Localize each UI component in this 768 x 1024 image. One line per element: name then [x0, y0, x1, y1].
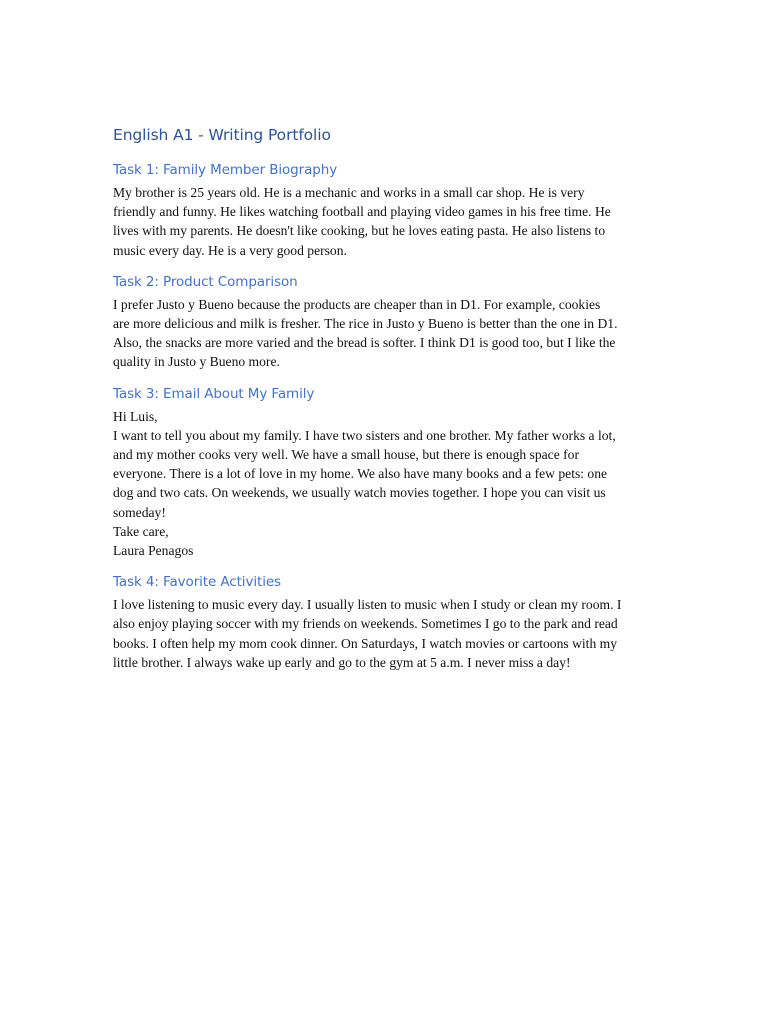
paragraph-line: someday! — [113, 504, 166, 520]
document-content — [113, 124, 661, 684]
paragraph-line: I love listening to music every day. I usually listen to music when I study or clean my room. I — [113, 597, 622, 613]
paragraph-line: My brother is 25 years old. He is a mechanic and works in a small car shop. He is very — [113, 185, 585, 200]
task-3-body — [113, 407, 661, 561]
task-1-body — [113, 183, 661, 260]
paragraph-line: music every day. He is a very good person. — [113, 242, 347, 258]
paragraph-line: I want to tell you about my family. I have two sisters and one brother. My father works a lot, — [113, 427, 616, 443]
email-greeting: Hi Luis, — [113, 408, 158, 424]
task-3-heading: Task 3: Email About My Family — [113, 385, 315, 402]
paragraph-line: dog and two cats. On weekends, we usually watch movies together. I hope you can visit us — [113, 485, 606, 501]
task-4-section — [113, 572, 661, 672]
paragraph-line: and my mother cooks very well. We have a small house, but there is enough space for — [113, 447, 579, 463]
email-signature: Laura Penagos — [113, 543, 194, 559]
paragraph-line: Also, the snacks are more varied and the bread is softer. I think D1 is good too, but I like the — [113, 335, 616, 351]
task-1-heading: Task 1: Family Member Biography — [113, 162, 338, 178]
task-4-heading: Task 4: Favorite Activities — [113, 574, 281, 591]
paragraph-line: lives with my parents. He doesn't like cooking, but he loves eating pasta. He also listens to — [113, 223, 606, 239]
paragraph-line: I prefer Justo y Bueno because the products are cheaper than in D1. For example, cookies — [113, 296, 601, 312]
task-2-heading: Task 2: Product Comparison — [113, 273, 298, 290]
paragraph-line: also enjoy playing soccer with my friends on weekends. Sometimes I go to the park and read — [113, 616, 618, 632]
task-2-body — [113, 295, 661, 372]
task-1-section — [113, 160, 661, 260]
paragraph-line: friendly and funny. He likes watching football and playing video games in his free time. He — [113, 204, 611, 220]
paragraph-line: are more delicious and milk is fresher. The rice in Justo y Bueno is better than the one in D1. — [113, 316, 618, 332]
paragraph-line: little brother. I always wake up early and go to the gym at 5 a.m. I never miss a day! — [113, 654, 571, 670]
task-4-body — [113, 595, 661, 672]
paragraph-line: everyone. There is a lot of love in my home. We also have many books and a few pets: one — [113, 466, 608, 482]
paragraph-line: books. I often help my mom cook dinner. On Saturdays, I watch movies or cartoons with my — [113, 635, 618, 651]
paragraph-line: quality in Justo y Bueno more. — [113, 354, 280, 370]
task-2-section — [113, 272, 661, 372]
document-title: English A1 - Writing Portfolio — [113, 126, 331, 144]
email-closing: Take care, — [113, 523, 169, 539]
task-3-section — [113, 384, 661, 561]
